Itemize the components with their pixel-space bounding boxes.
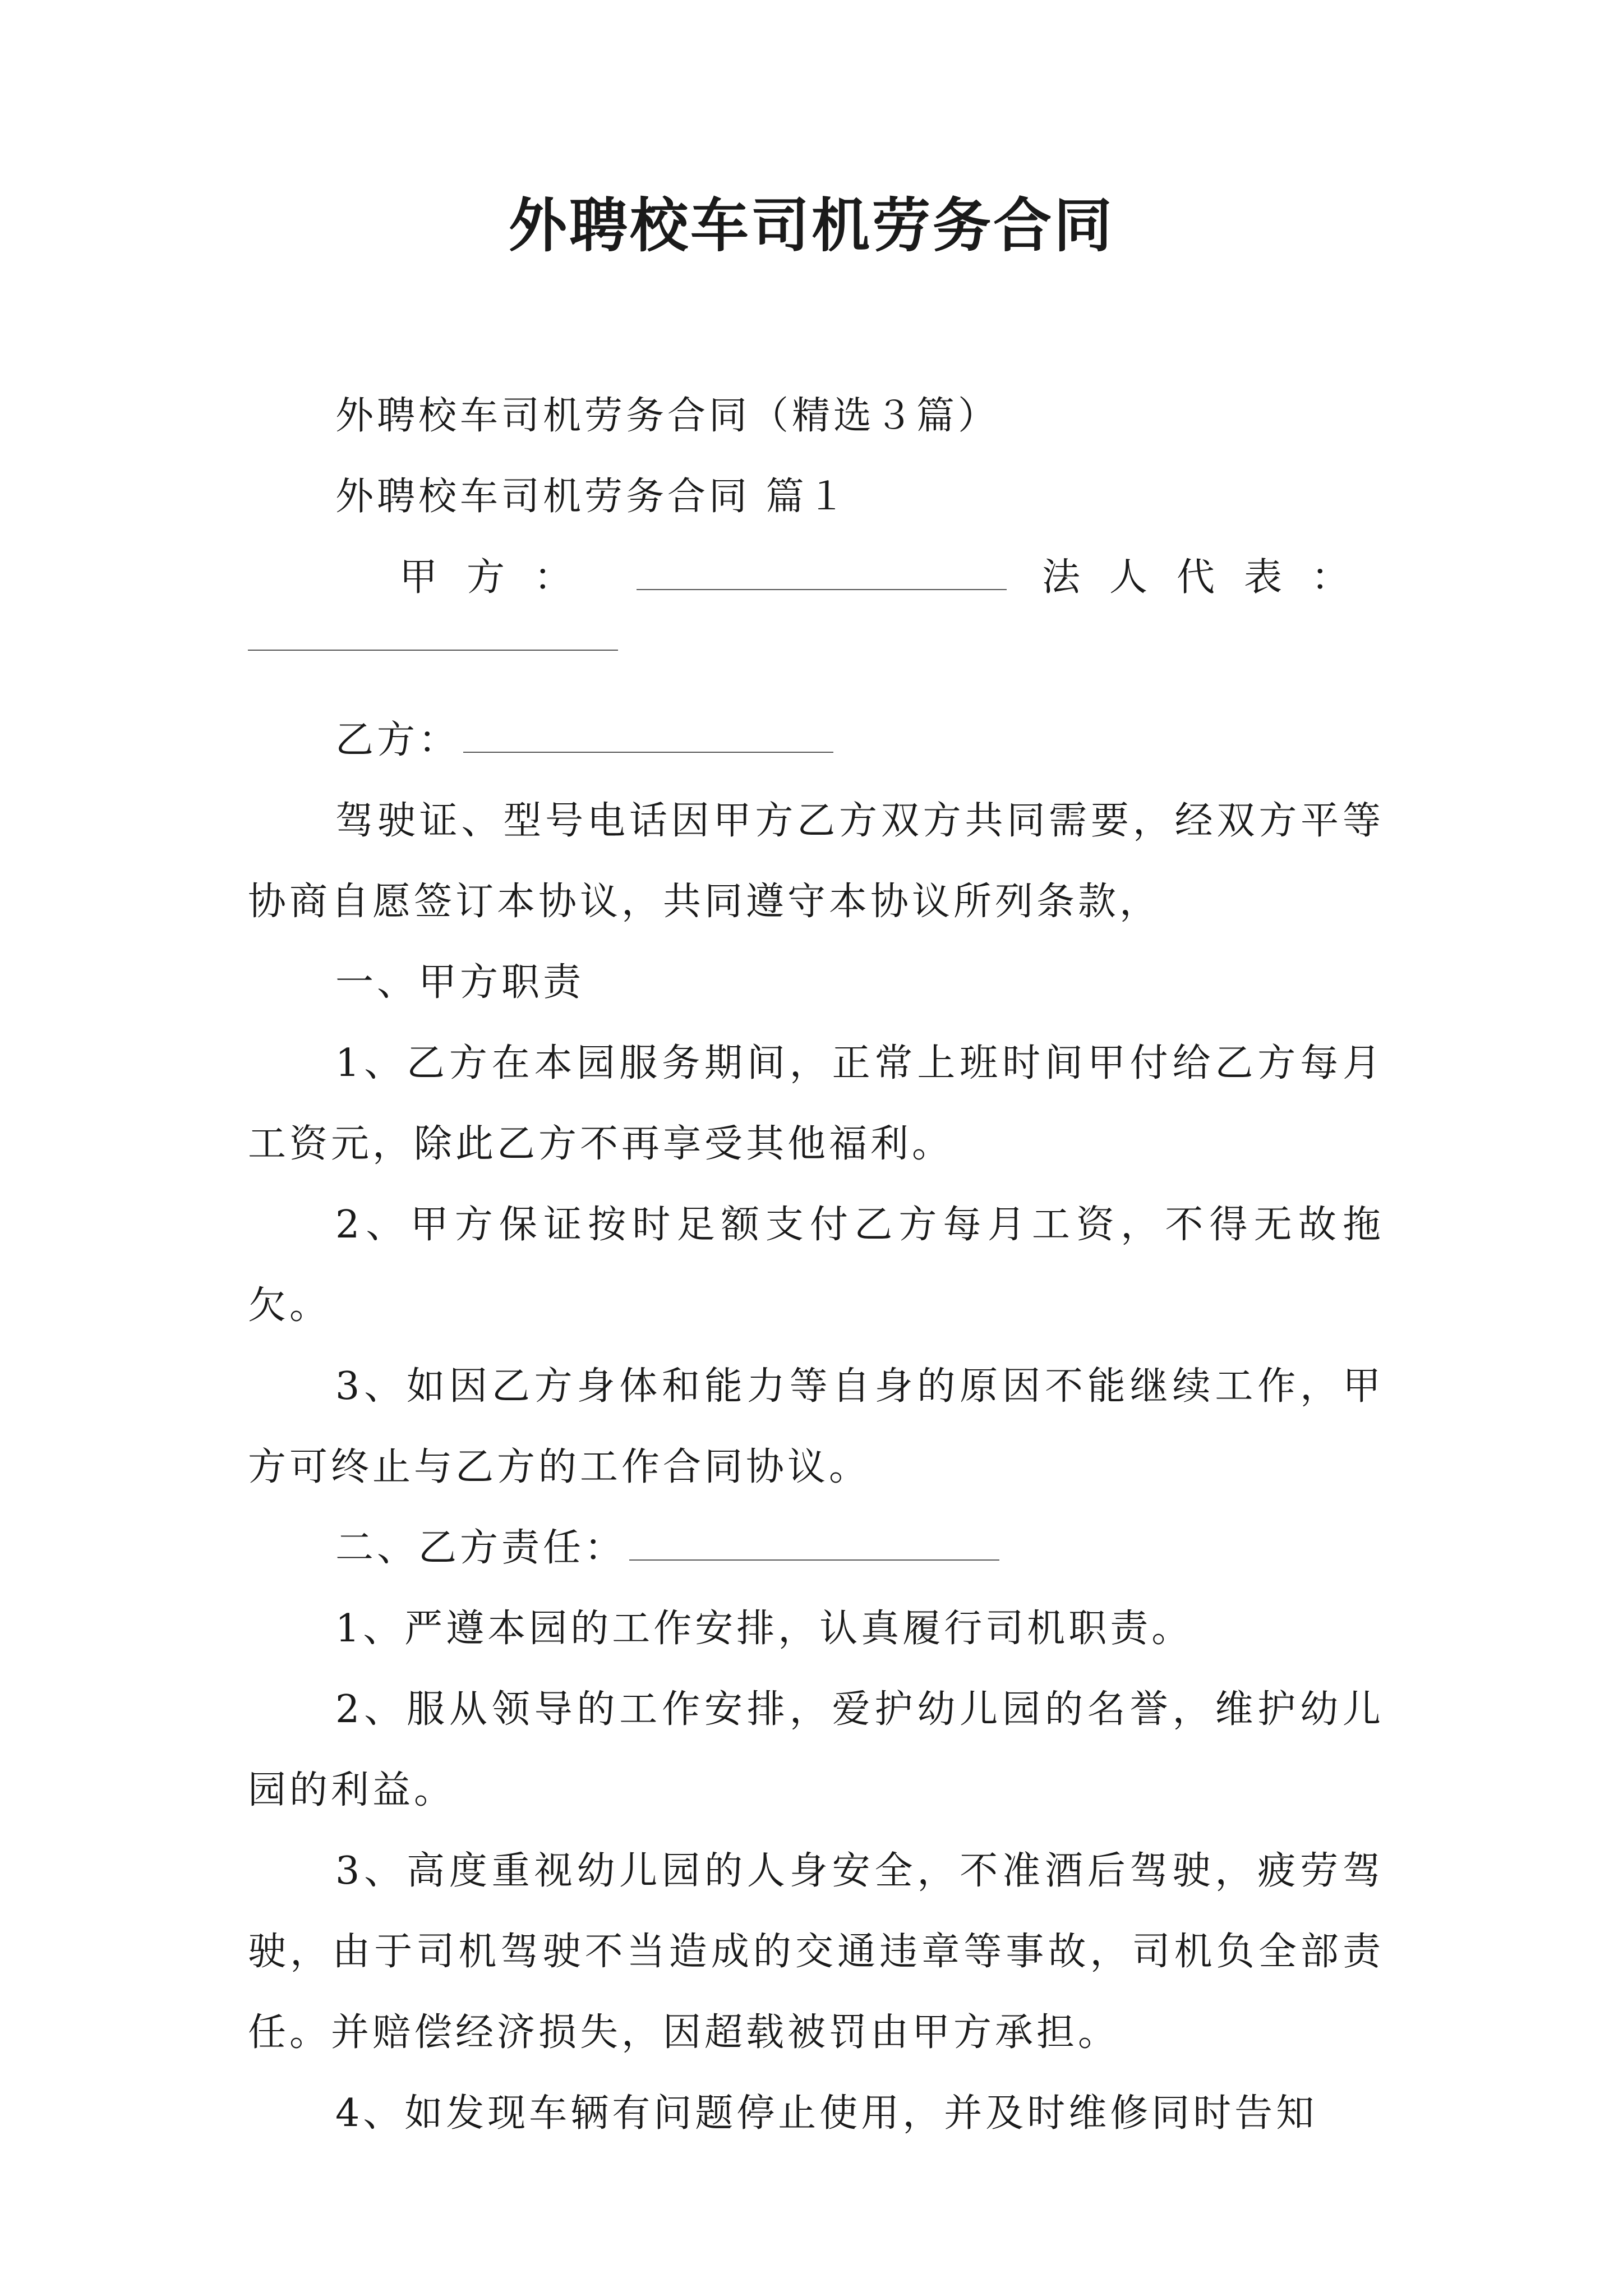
party-a-label: 甲方：: [399, 555, 602, 600]
section1-item: 1、乙方在本园服务期间，正常上班时间甲付给乙方每月工资元，除此乙方不再享受其他福利。: [248, 1041, 1384, 1166]
selection-subtitle: 外聘校车司机劳务合同（精选３篇）: [335, 394, 1000, 438]
document-title: 外聘校车司机劳务合同: [508, 191, 1114, 260]
party-b-blank[interactable]: [463, 752, 833, 753]
section1-item: 3、如因乙方身体和能力等自身的原因不能继续工作，甲方可终止与乙方的工作合同协议。: [248, 1364, 1384, 1489]
section2-item: 3、高度重视幼儿园的人身安全，不准酒后驾驶，疲劳驾驶，由于司机驾驶不当造成的交通违章等事故，司机负全部责任。并赔偿经济损失，因超载被罚由甲方承担。: [248, 1849, 1384, 2055]
document-body: [248, 376, 1384, 2154]
section2-item: 4、如发现车辆有问题停止使用，并及时维修同时告知: [335, 2091, 1318, 2136]
party-b-label: 乙方：: [335, 718, 460, 762]
section2-heading-row: [248, 1508, 1384, 1589]
section-heading: 外聘校车司机劳务合同 篇１: [335, 475, 849, 519]
party-b-row: [248, 700, 1384, 781]
section1-heading: 一、甲方职责: [335, 960, 585, 1005]
section2-item: 2、服从领导的工作安排，爱护幼儿园的名誉，维护幼儿园的利益。: [248, 1687, 1384, 1812]
section1-item: 2、甲方保证按时足额支付乙方每月工资，不得无故拖欠。: [248, 1203, 1384, 1328]
intro-paragraph: 驾驶证、型号电话因甲方乙方双方共同需要，经双方平等协商自愿签订本协议，共同遵守本协议所列条款，: [248, 799, 1384, 924]
party-a-blank[interactable]: [637, 589, 1007, 590]
party-a-row: [248, 537, 1384, 618]
section2-heading: 二、乙方责任：: [335, 1526, 626, 1570]
legal-rep-label: 法人代表：: [1041, 555, 1378, 600]
section2-item: 1、严遵本园的工作安排，认真履行司机职责。: [335, 1607, 1193, 1651]
legal-rep-blank[interactable]: [248, 618, 618, 651]
section2-blank[interactable]: [629, 1559, 999, 1561]
